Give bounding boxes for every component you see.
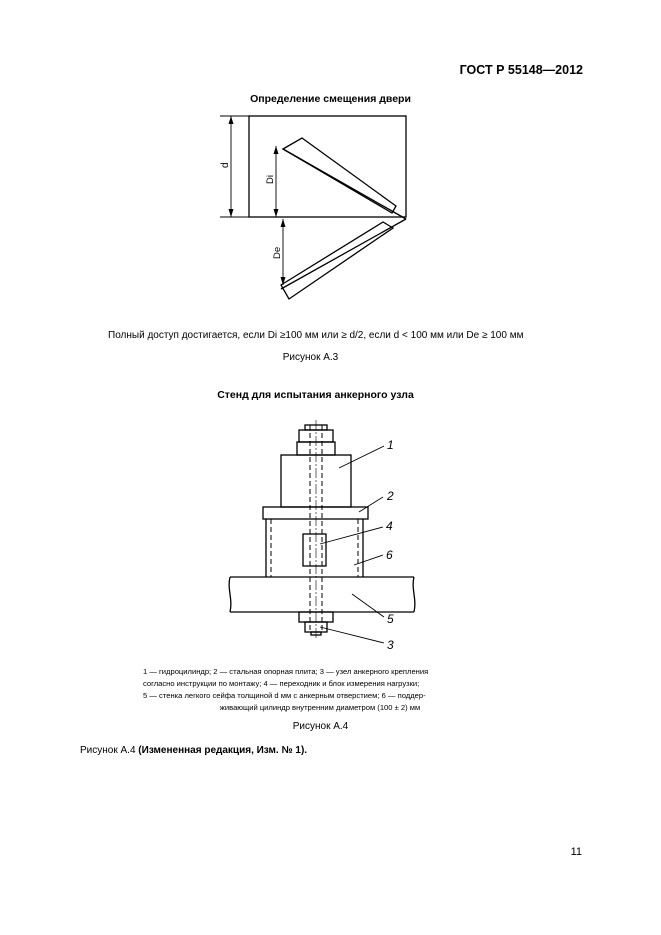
legend-line: 5 — стенка легкого сейфа толщиной d мм с анкерным отверстием; 6 — поддер- [143, 691, 426, 700]
amendment-text: (Измененная редакция, Изм. № 1). [138, 745, 308, 756]
callout-5: 5 [387, 612, 394, 626]
callout-6: 6 [386, 548, 393, 562]
figure-a4-caption: Рисунок А.4 [292, 721, 349, 732]
page-number: 11 [570, 846, 582, 858]
support-plate [263, 507, 368, 519]
legend-line: согласно инструкции по монтажу; 4 — переходник и блок измерения нагрузки; [143, 679, 420, 688]
figure-a3-caption: Рисунок А.3 [282, 352, 339, 363]
dimension-label-di: Di [265, 175, 276, 184]
figure-a3-title: Определение смещения двери [250, 93, 411, 105]
amendment-figure-ref: Рисунок А.4 [80, 745, 136, 756]
standard-header: ГОСТ Р 55148—2012 [459, 63, 583, 77]
callout-2: 2 [387, 489, 394, 503]
callout-1: 1 [387, 438, 394, 452]
amendment-note [80, 745, 307, 756]
callout-3: 3 [387, 638, 394, 652]
dimension-label-de: De [272, 246, 283, 259]
dimension-label-d: d [220, 162, 231, 168]
legend-line: живающий цилиндр внутренним диаметром (100 ± 2) мм [219, 703, 421, 712]
figure-a4-title: Стенд для испытания анкерного узла [217, 389, 414, 401]
load-block [303, 534, 326, 566]
legend-line: 1 — гидроцилиндр; 2 — стальная опорная плита; 3 — узел анкерного крепления [143, 667, 429, 676]
access-condition-text: Полный доступ достигается, если Di ≥100 мм или ≥ d/2, если d < 100 мм или De ≥ 100 мм [108, 330, 524, 341]
callout-4: 4 [386, 519, 393, 533]
figure-a4-legend [143, 666, 497, 714]
